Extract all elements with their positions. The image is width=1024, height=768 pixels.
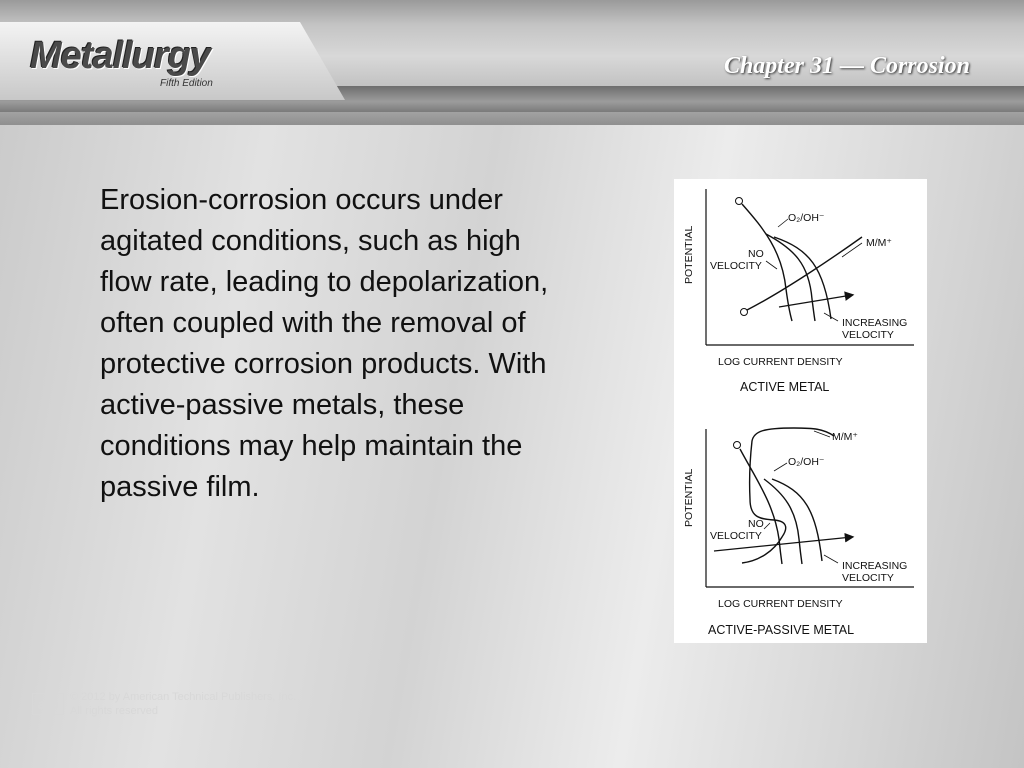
bottom-no-velocity-label-2: VELOCITY (710, 530, 762, 542)
bottom-increasing-label-2: VELOCITY (842, 572, 894, 584)
bottom-mm-label: M/M⁺ (832, 431, 858, 443)
copyright-line: © 2012 by American Technical Publishers, Inc. (70, 691, 297, 703)
top-increasing-label-2: VELOCITY (842, 329, 894, 341)
copyright-notice (70, 690, 296, 718)
top-anodic-origin (741, 309, 748, 316)
body-paragraph: Erosion-corrosion occurs under agitated conditions, such as high flow rate, leading to depolarization, often coupled with the removal of protective corrosion products. With active-passive metals, these conditions may help maintain the passive film. (100, 184, 549, 503)
bottom-x-label: LOG CURRENT DENSITY (718, 598, 843, 610)
top-o2-label: O₂/OH⁻ (788, 212, 825, 224)
top-no-velocity-label-1: NO (748, 248, 764, 260)
top-velocity-arrow (779, 295, 852, 307)
top-title: ACTIVE METAL (740, 380, 830, 394)
top-no-velocity-label-2: VELOCITY (710, 260, 762, 272)
bottom-y-label: POTENTIAL (683, 468, 695, 527)
bottom-title: ACTIVE-PASSIVE METAL (708, 623, 855, 637)
bottom-no-velocity-label-1: NO (748, 518, 764, 530)
top-cathodic-origin (736, 198, 743, 205)
active-passive-metal-diagram (683, 428, 914, 637)
top-mm-label: M/M⁺ (866, 237, 892, 249)
publisher-logo: atp (32, 693, 64, 715)
bottom-anodic-curve (742, 428, 834, 563)
chapter-title: Chapter 31 — Corrosion (723, 53, 970, 79)
edition-label: Fifth Edition (160, 78, 213, 89)
bottom-cathodic-origin (734, 442, 741, 449)
top-y-label: POTENTIAL (683, 225, 695, 284)
book-logo: Metallurgy (30, 35, 211, 77)
top-anodic-curve (747, 237, 862, 310)
bottom-o2-label: O₂/OH⁻ (788, 456, 825, 468)
active-metal-diagram (683, 189, 914, 394)
rights-line: All rights reserved (70, 705, 159, 717)
polarization-figure (674, 179, 927, 643)
top-x-label: LOG CURRENT DENSITY (718, 356, 843, 368)
bottom-increasing-label-1: INCREASING (842, 560, 908, 572)
top-increasing-label-1: INCREASING (842, 317, 908, 329)
polarization-diagrams (674, 179, 927, 643)
header-banner (0, 0, 1024, 125)
